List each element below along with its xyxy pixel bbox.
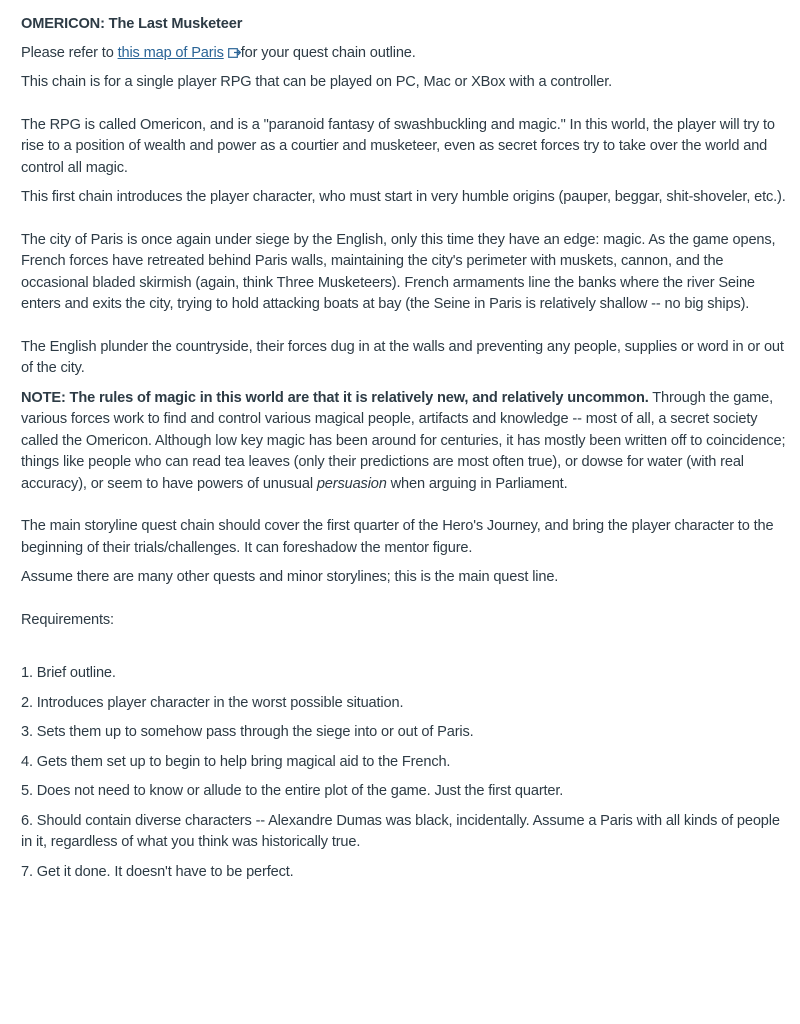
- note-bold-text: NOTE: The rules of magic in this world are that it is relatively new, and relatively uncommon.: [21, 389, 649, 406]
- external-link-icon[interactable]: [228, 47, 241, 58]
- note-text-after: when arguing in Parliament.: [386, 475, 568, 492]
- intro-suffix: for your quest chain outline.: [240, 44, 416, 61]
- requirements-label: Requirements:: [21, 611, 114, 628]
- assume-paragraph: Assume there are many other quests and minor storylines; this is the main quest line.: [21, 569, 559, 585]
- requirement-item: 7. Get it done. It doesn't have to be perfect.: [21, 863, 294, 880]
- requirement-item: 5. Does not need to know or allude to the entire plot of the game. Just the first quarter.: [21, 783, 564, 799]
- requirement-item: 4. Gets them set up to begin to help bring magical aid to the French.: [21, 753, 451, 770]
- english-paragraph: The English plunder the countryside, their forces dug in at the walls and preventing any people, supplies or word in or out of the city.: [21, 338, 784, 376]
- requirements-list: [21, 663, 793, 883]
- map-of-paris-link[interactable]: this map of Paris: [117, 44, 224, 61]
- intro-prefix: Please refer to: [21, 44, 118, 61]
- requirement-item: 1. Brief outline.: [21, 665, 116, 681]
- storyline-paragraph: The main storyline quest chain should cover the first quarter of the Hero's Journey, and bring the player character to the beginning of their trials/challenges. It can foreshadow the mentor figure.: [21, 518, 774, 556]
- note-text-before: Through the game, various forces work to find and control various magical people, artifacts and knowledge -- most of all, a secret society called the Omericon. Although low key magic has been around for centuries, it has mostly been written off to coincidence; things like people who can read tea leaves (only their predictions are most often true), or dowse for water (with real accuracy), or seem to have powers of unusual: [21, 389, 786, 492]
- intro-paragraph: [21, 43, 793, 65]
- document-title: OMERICON: The Last Musketeer: [21, 16, 243, 32]
- platform-paragraph: This chain is for a single player RPG that can be played on PC, Mac or XBox with a controller.: [21, 74, 613, 90]
- magic-note-paragraph: [21, 388, 793, 496]
- requirement-item: 2. Introduces player character in the worst possible situation.: [21, 694, 404, 711]
- siege-paragraph: The city of Paris is once again under siege by the English, only this time they have an edge: magic. As the game opens, French forces have retreated behind Paris walls, maintaining the city's perimeter with muskets, cannon, and the occasional bladed skirmish (again, think Three Musketeers). French armaments line the banks where the river Seine enters and exits the city, trying to hold attacking boats at bay (the Seine in Paris is relatively shallow -- no big ships).: [21, 231, 776, 312]
- requirement-item: 3. Sets them up to somehow pass through the siege into or out of Paris.: [21, 724, 474, 740]
- first-chain-paragraph: This first chain introduces the player character, who must start in very humble origins (pauper, beggar, shit-shoveler, etc.).: [21, 189, 786, 205]
- requirement-item: 6. Should contain diverse characters -- Alexandre Dumas was black, incidentally. Assume a Paris with all kinds of people in it, regardless of what you think was historically true.: [21, 812, 780, 850]
- assignment-document: [21, 14, 793, 891]
- note-emphasis: persuasion: [316, 475, 387, 492]
- rpg-description-paragraph: The RPG is called Omericon, and is a "paranoid fantasy of swashbuckling and magic." In this world, the player will try to rise to a position of wealth and power as a courtier and musketeer, even as secret forces try to take over the world and control all magic.: [21, 116, 775, 176]
